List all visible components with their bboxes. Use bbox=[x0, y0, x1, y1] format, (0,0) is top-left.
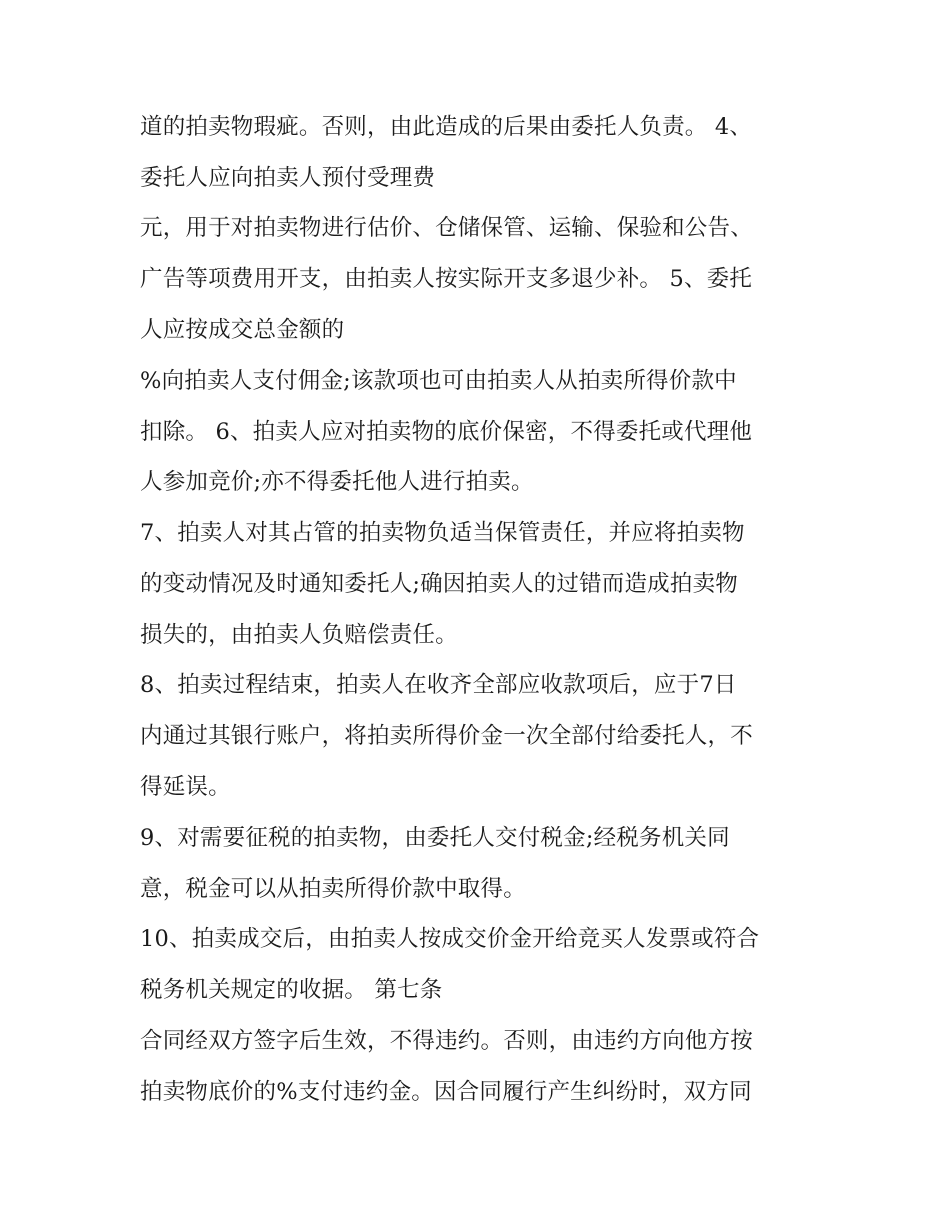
text-line: %向拍卖人支付佣金;该款项也可由拍卖人从拍卖所得价款中 bbox=[140, 368, 737, 394]
text-line: 人应按成交总金额的 bbox=[140, 317, 345, 343]
text-line: 广告等项费用开支，由拍卖人按实际开支多退少补。 5、委托 bbox=[140, 266, 753, 292]
text-line: 意，税金可以从拍卖所得价款中取得。 bbox=[140, 876, 526, 902]
text-line: 10、拍卖成交后，由拍卖人按成交价金开给竞买人发票或符合 bbox=[140, 926, 760, 952]
text-line: 得延误。 bbox=[140, 774, 231, 800]
text-line: 道的拍卖物瑕疵。否则，由此造成的后果由委托人负责。 4、 bbox=[140, 114, 753, 140]
text-line: 人参加竞价;亦不得委托他人进行拍卖。 bbox=[140, 469, 534, 495]
text-line: 拍卖物底价的%支付违约金。因合同履行产生纠纷时，双方同 bbox=[140, 1079, 752, 1105]
text-line: 合同经双方签字后生效，不得违约。否则，由违约方向他方按 bbox=[140, 1028, 753, 1054]
text-line: 8、拍卖过程结束，拍卖人在收齐全部应收款项后，应于7日 bbox=[140, 672, 737, 698]
text-line: 委托人应向拍卖人预付受理费 bbox=[140, 165, 436, 191]
text-line: 的变动情况及时通知委托人;确因拍卖人的过错而造成拍卖物 bbox=[140, 571, 738, 597]
text-line: 9、对需要征税的拍卖物，由委托人交付税金;经税务机关同 bbox=[140, 825, 730, 851]
text-line: 税务机关规定的收据。 第七条 bbox=[140, 977, 443, 1003]
text-line: 元，用于对拍卖物进行估价、仓储保管、运输、保验和公告、 bbox=[140, 215, 753, 241]
text-line: 损失的，由拍卖人负赔偿责任。 bbox=[140, 622, 458, 648]
text-line: 扣除。 6、拍卖人应对拍卖物的底价保密，不得委托或代理他 bbox=[140, 419, 753, 445]
text-line: 7、拍卖人对其占管的拍卖物负适当保管责任，并应将拍卖物 bbox=[140, 520, 745, 546]
text-line: 内通过其银行账户，将拍卖所得价金一次全部付给委托人，不 bbox=[140, 723, 753, 749]
